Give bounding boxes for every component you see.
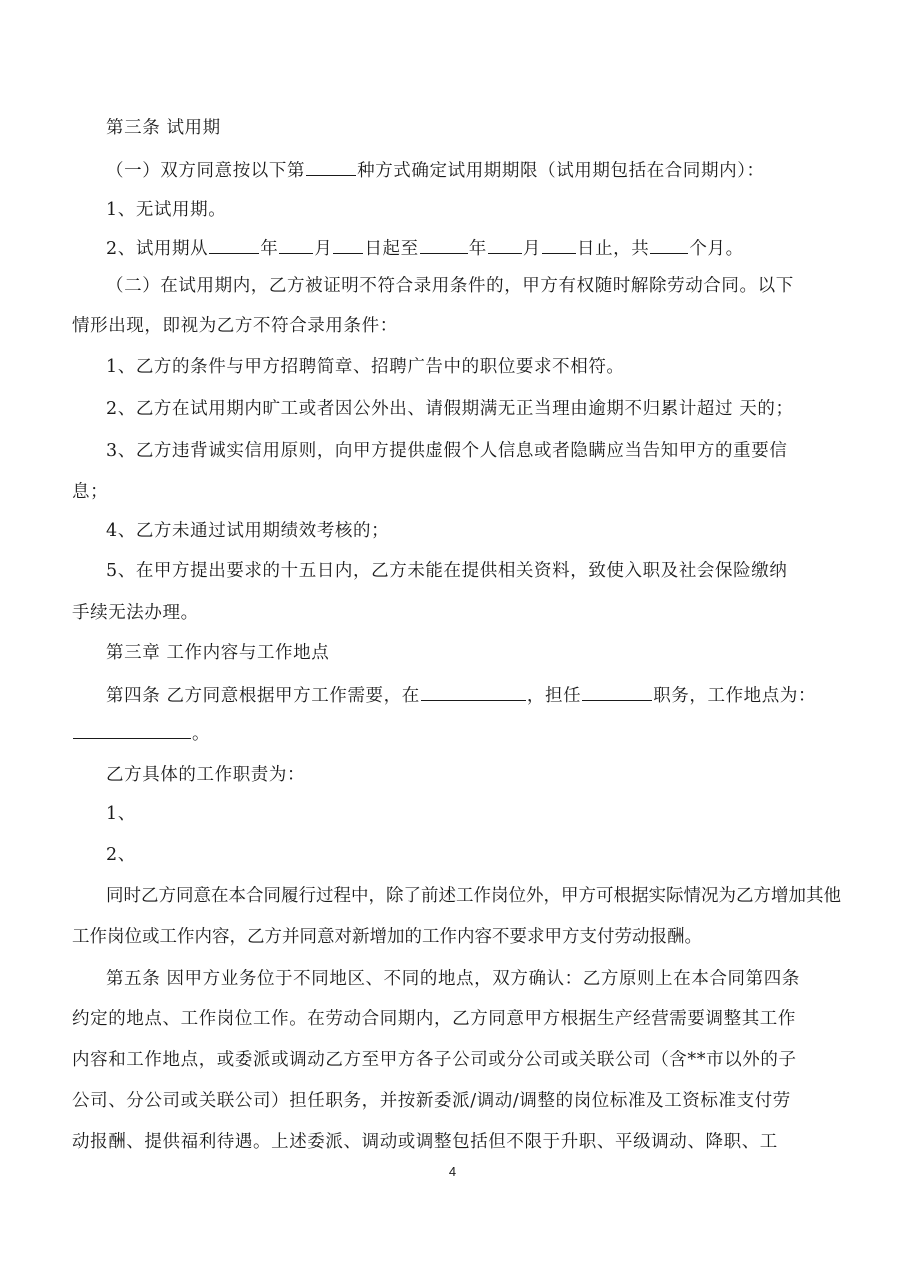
- text: 职务，工作地点为：: [653, 686, 817, 706]
- text: 5、在甲方提出要求的十五日内，乙方未能在提供相关资料，致使入职及社会保险缴纳: [106, 561, 788, 581]
- text: 第三章 工作内容与工作地点: [106, 643, 330, 663]
- blank-field[interactable]: [209, 235, 259, 254]
- text: 2、乙方在试用期内旷工或者因公外出、请假期满无正当理由逾期不归累计超过 天的；: [106, 399, 794, 419]
- paragraph-2-line1: [106, 274, 794, 298]
- paragraph-2-line2: [72, 314, 398, 338]
- text: 息；: [72, 482, 109, 502]
- text: 2、试用期从: [106, 239, 209, 259]
- text: 1、乙方的条件与甲方招聘简章、招聘广告中的职位要求不相符。: [106, 357, 625, 377]
- duty-2: [106, 843, 136, 867]
- blank-field[interactable]: [306, 157, 356, 176]
- paragraph-1-1: [106, 157, 765, 183]
- text: 年: [468, 239, 487, 259]
- agreement-line2: [72, 925, 702, 949]
- agreement-line1: [106, 884, 841, 908]
- text: 内容和工作地点，或委派或调动乙方至甲方各子公司或分公司或关联公司（含**市以外的子: [72, 1050, 797, 1070]
- text: 乙方具体的工作职责为：: [106, 765, 306, 785]
- article-5-line1: [106, 967, 800, 991]
- text: 日止，共: [576, 239, 650, 259]
- condition-5-line1: [106, 559, 787, 583]
- text: 2、: [106, 845, 136, 865]
- condition-2: [106, 397, 794, 421]
- condition-5-line2: [72, 601, 199, 625]
- blank-field[interactable]: [488, 235, 522, 254]
- chapter-3-heading: [106, 641, 329, 665]
- text: 月: [522, 239, 541, 259]
- text: 第三条 试用期: [106, 118, 221, 138]
- text: 工作岗位或工作内容，乙方并同意对新增加的工作内容不要求甲方支付劳动报酬。: [72, 927, 702, 947]
- article-5-line2: [72, 1007, 796, 1031]
- condition-4: [106, 519, 389, 543]
- blank-field[interactable]: [73, 720, 191, 739]
- blank-field[interactable]: [420, 235, 468, 254]
- text: 情形出现，即视为乙方不符合录用条件：: [72, 316, 398, 336]
- text: 年: [260, 239, 279, 259]
- blank-field[interactable]: [582, 682, 652, 701]
- blank-field[interactable]: [279, 235, 313, 254]
- blank-field[interactable]: [650, 235, 688, 254]
- text: 同时乙方同意在本合同履行过程中，除了前述工作岗位外，甲方可根据实际情况为乙方增加其他: [106, 886, 841, 906]
- condition-1: [106, 355, 625, 379]
- condition-3-line2: [72, 480, 108, 504]
- text: 月: [314, 239, 333, 259]
- condition-3-line1: [106, 439, 787, 463]
- article-3-heading: [106, 116, 221, 140]
- page-number: 4: [448, 1164, 457, 1179]
- text: （二）在试用期内，乙方被证明不符合录用条件的，甲方有权随时解除劳动合同。以下: [106, 276, 794, 296]
- text: ，担任: [526, 686, 582, 706]
- text: 约定的地点、工作岗位工作。在劳动合同期内，乙方同意甲方根据生产经营需要调整其工作: [72, 1009, 796, 1029]
- item-no-probation: [106, 198, 226, 222]
- article-5-line4: [72, 1089, 791, 1113]
- blank-field[interactable]: [333, 235, 363, 254]
- text: 日起至: [364, 239, 419, 259]
- text: （一）双方同意按以下第: [106, 161, 306, 181]
- blank-field[interactable]: [542, 235, 576, 254]
- article-4-line2: [72, 720, 210, 746]
- text: 。: [192, 724, 211, 744]
- text: 个月。: [689, 239, 744, 259]
- text: 种方式确定试用期期限（试用期包括在合同期内）：: [357, 161, 765, 181]
- duty-1: [106, 802, 136, 826]
- article-5-line5: [72, 1130, 778, 1154]
- blank-field[interactable]: [421, 682, 526, 701]
- text: 第五条 因甲方业务位于不同地区、不同的地点，双方确认：乙方原则上在本合同第四条: [106, 969, 800, 989]
- text: 1、无试用期。: [106, 200, 227, 220]
- text: 1、: [106, 804, 136, 824]
- text: 手续无法办理。: [72, 603, 199, 623]
- text: 动报酬、提供福利待遇。上述委派、调动或调整包括但不限于升职、平级调动、降职、工: [72, 1132, 778, 1152]
- item-probation-period: [106, 235, 744, 261]
- article-4-line1: [106, 682, 816, 708]
- text: 4、乙方未通过试用期绩效考核的；: [106, 521, 390, 541]
- article-5-line3: [72, 1048, 797, 1072]
- text: 3、乙方违背诚实信用原则，向甲方提供虚假个人信息或者隐瞒应当告知甲方的重要信: [106, 441, 788, 461]
- text: 公司、分公司或关联公司）担任职务，并按新委派/调动/调整的岗位标准及工资标准支付劳: [72, 1091, 791, 1111]
- text: 第四条 乙方同意根据甲方工作需要，在: [106, 686, 420, 706]
- duties-heading: [106, 763, 305, 787]
